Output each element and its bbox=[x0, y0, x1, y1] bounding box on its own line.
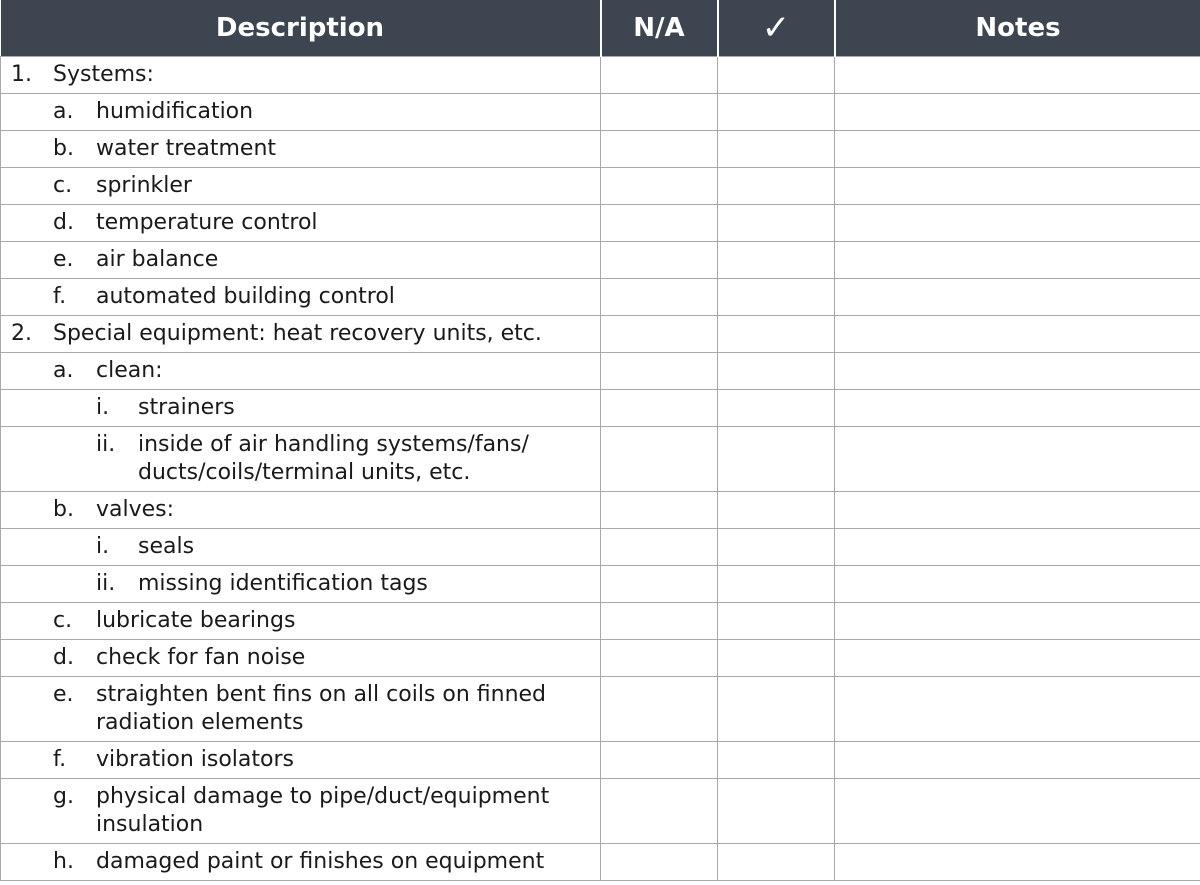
notes-cell[interactable] bbox=[835, 316, 1200, 353]
item-text: lubricate bearings bbox=[96, 608, 296, 633]
table-row bbox=[1, 603, 1200, 640]
item-text: clean: bbox=[96, 358, 163, 383]
table-row bbox=[1, 94, 1200, 131]
description-cell bbox=[1, 390, 601, 427]
header-na: N/A bbox=[601, 0, 718, 57]
item-text: sprinkler bbox=[96, 173, 192, 198]
table-row bbox=[1, 566, 1200, 603]
check-cell[interactable] bbox=[718, 844, 835, 881]
table-row bbox=[1, 492, 1200, 529]
item-text: inside of air handling systems/fans/ ducts/coils/terminal units, etc. bbox=[138, 432, 529, 485]
notes-cell[interactable] bbox=[835, 242, 1200, 279]
item-number: c. bbox=[53, 173, 73, 198]
item-text: seals bbox=[138, 534, 195, 559]
description-cell bbox=[1, 529, 601, 566]
table-row bbox=[1, 279, 1200, 316]
item-text: damaged paint or finishes on equipment bbox=[96, 849, 545, 874]
description-cell bbox=[1, 742, 601, 779]
item-number: a. bbox=[53, 358, 74, 383]
check-cell[interactable] bbox=[718, 529, 835, 566]
description-cell bbox=[1, 205, 601, 242]
table-row bbox=[1, 353, 1200, 390]
na-cell[interactable] bbox=[601, 316, 718, 353]
notes-cell[interactable] bbox=[835, 640, 1200, 677]
check-cell[interactable] bbox=[718, 131, 835, 168]
check-cell[interactable] bbox=[718, 390, 835, 427]
na-cell[interactable] bbox=[601, 168, 718, 205]
notes-cell[interactable] bbox=[835, 427, 1200, 492]
description-cell bbox=[1, 316, 601, 353]
check-cell[interactable] bbox=[718, 57, 835, 94]
header-check bbox=[718, 0, 835, 57]
item-text: temperature control bbox=[96, 210, 318, 235]
item-number: 2. bbox=[11, 321, 32, 346]
na-cell[interactable] bbox=[601, 677, 718, 742]
item-text: air balance bbox=[96, 247, 219, 272]
check-cell[interactable] bbox=[718, 168, 835, 205]
na-cell[interactable] bbox=[601, 205, 718, 242]
item-number: b. bbox=[53, 497, 74, 522]
description-cell bbox=[1, 168, 601, 205]
na-cell[interactable] bbox=[601, 390, 718, 427]
table-row bbox=[1, 57, 1200, 94]
notes-cell[interactable] bbox=[835, 279, 1200, 316]
header-notes: Notes bbox=[835, 0, 1200, 57]
notes-cell[interactable] bbox=[835, 529, 1200, 566]
na-cell[interactable] bbox=[601, 566, 718, 603]
notes-cell[interactable] bbox=[835, 353, 1200, 390]
description-cell bbox=[1, 279, 601, 316]
check-cell[interactable] bbox=[718, 603, 835, 640]
item-number: ii. bbox=[96, 432, 116, 457]
notes-cell[interactable] bbox=[835, 492, 1200, 529]
item-number: a. bbox=[53, 99, 74, 124]
na-cell[interactable] bbox=[601, 131, 718, 168]
table-row bbox=[1, 844, 1200, 881]
description-cell bbox=[1, 603, 601, 640]
table-row bbox=[1, 779, 1200, 844]
item-number: e. bbox=[53, 682, 74, 707]
item-text: physical damage to pipe/duct/equipment insulation bbox=[96, 784, 550, 837]
item-number: d. bbox=[53, 210, 74, 235]
table-header bbox=[1, 0, 1200, 57]
na-cell[interactable] bbox=[601, 844, 718, 881]
check-cell[interactable] bbox=[718, 279, 835, 316]
item-number: f. bbox=[53, 284, 67, 309]
table-row bbox=[1, 390, 1200, 427]
description-cell bbox=[1, 566, 601, 603]
notes-cell[interactable] bbox=[835, 205, 1200, 242]
description-cell bbox=[1, 492, 601, 529]
notes-cell[interactable] bbox=[835, 677, 1200, 742]
item-number: c. bbox=[53, 608, 73, 633]
item-number: f. bbox=[53, 747, 67, 772]
item-number: e. bbox=[53, 247, 74, 272]
check-cell[interactable] bbox=[718, 640, 835, 677]
table-row bbox=[1, 205, 1200, 242]
check-cell[interactable] bbox=[718, 742, 835, 779]
table-row bbox=[1, 427, 1200, 492]
item-number: b. bbox=[53, 136, 74, 161]
na-cell[interactable] bbox=[601, 603, 718, 640]
notes-cell[interactable] bbox=[835, 390, 1200, 427]
item-text: strainers bbox=[138, 395, 235, 420]
item-text: Systems: bbox=[53, 62, 154, 87]
checkmark-icon: ✓ bbox=[761, 7, 791, 48]
na-cell[interactable] bbox=[601, 94, 718, 131]
description-cell bbox=[1, 94, 601, 131]
item-text: water treatment bbox=[96, 136, 277, 161]
notes-cell[interactable] bbox=[835, 57, 1200, 94]
check-cell[interactable] bbox=[718, 677, 835, 742]
item-number: i. bbox=[96, 395, 110, 420]
description-cell bbox=[1, 779, 601, 844]
na-cell[interactable] bbox=[601, 242, 718, 279]
na-cell[interactable] bbox=[601, 742, 718, 779]
check-cell[interactable] bbox=[718, 566, 835, 603]
check-cell[interactable] bbox=[718, 492, 835, 529]
description-cell bbox=[1, 677, 601, 742]
item-text: Special equipment: heat recovery units, etc. bbox=[53, 321, 542, 346]
table-row bbox=[1, 131, 1200, 168]
item-text: valves: bbox=[96, 497, 175, 522]
notes-cell[interactable] bbox=[835, 168, 1200, 205]
description-cell bbox=[1, 353, 601, 390]
description-cell bbox=[1, 844, 601, 881]
notes-cell[interactable] bbox=[835, 566, 1200, 603]
table-row bbox=[1, 316, 1200, 353]
item-text: straighten bent fins on all coils on finned radiation elements bbox=[96, 682, 547, 735]
item-number: h. bbox=[53, 849, 74, 874]
header-description: Description bbox=[1, 0, 601, 57]
na-cell[interactable] bbox=[601, 427, 718, 492]
table-row bbox=[1, 168, 1200, 205]
item-number: g. bbox=[53, 784, 74, 809]
na-cell[interactable] bbox=[601, 492, 718, 529]
description-cell bbox=[1, 640, 601, 677]
notes-cell[interactable] bbox=[835, 742, 1200, 779]
notes-cell[interactable] bbox=[835, 844, 1200, 881]
description-cell bbox=[1, 427, 601, 492]
item-text: check for fan noise bbox=[96, 645, 306, 670]
item-text: automated building control bbox=[96, 284, 395, 309]
description-cell bbox=[1, 242, 601, 279]
table-row bbox=[1, 677, 1200, 742]
na-cell[interactable] bbox=[601, 57, 718, 94]
check-cell[interactable] bbox=[718, 427, 835, 492]
notes-cell[interactable] bbox=[835, 94, 1200, 131]
notes-cell[interactable] bbox=[835, 603, 1200, 640]
na-cell[interactable] bbox=[601, 529, 718, 566]
check-cell[interactable] bbox=[718, 353, 835, 390]
item-text: missing identification tags bbox=[138, 571, 428, 596]
na-cell[interactable] bbox=[601, 640, 718, 677]
table-row bbox=[1, 742, 1200, 779]
item-text: humidification bbox=[96, 99, 254, 124]
check-cell[interactable] bbox=[718, 205, 835, 242]
notes-cell[interactable] bbox=[835, 131, 1200, 168]
check-cell[interactable] bbox=[718, 316, 835, 353]
item-number: d. bbox=[53, 645, 74, 670]
description-cell bbox=[1, 57, 601, 94]
check-cell[interactable] bbox=[718, 242, 835, 279]
description-cell bbox=[1, 131, 601, 168]
table-row bbox=[1, 242, 1200, 279]
item-number: ii. bbox=[96, 571, 116, 596]
check-cell[interactable] bbox=[718, 94, 835, 131]
na-cell[interactable] bbox=[601, 779, 718, 844]
notes-cell[interactable] bbox=[835, 779, 1200, 844]
item-number: i. bbox=[96, 534, 110, 559]
item-text: vibration isolators bbox=[96, 747, 294, 772]
table-row bbox=[1, 529, 1200, 566]
check-cell[interactable] bbox=[718, 779, 835, 844]
table-row bbox=[1, 640, 1200, 677]
na-cell[interactable] bbox=[601, 353, 718, 390]
item-number: 1. bbox=[11, 62, 32, 87]
na-cell[interactable] bbox=[601, 279, 718, 316]
